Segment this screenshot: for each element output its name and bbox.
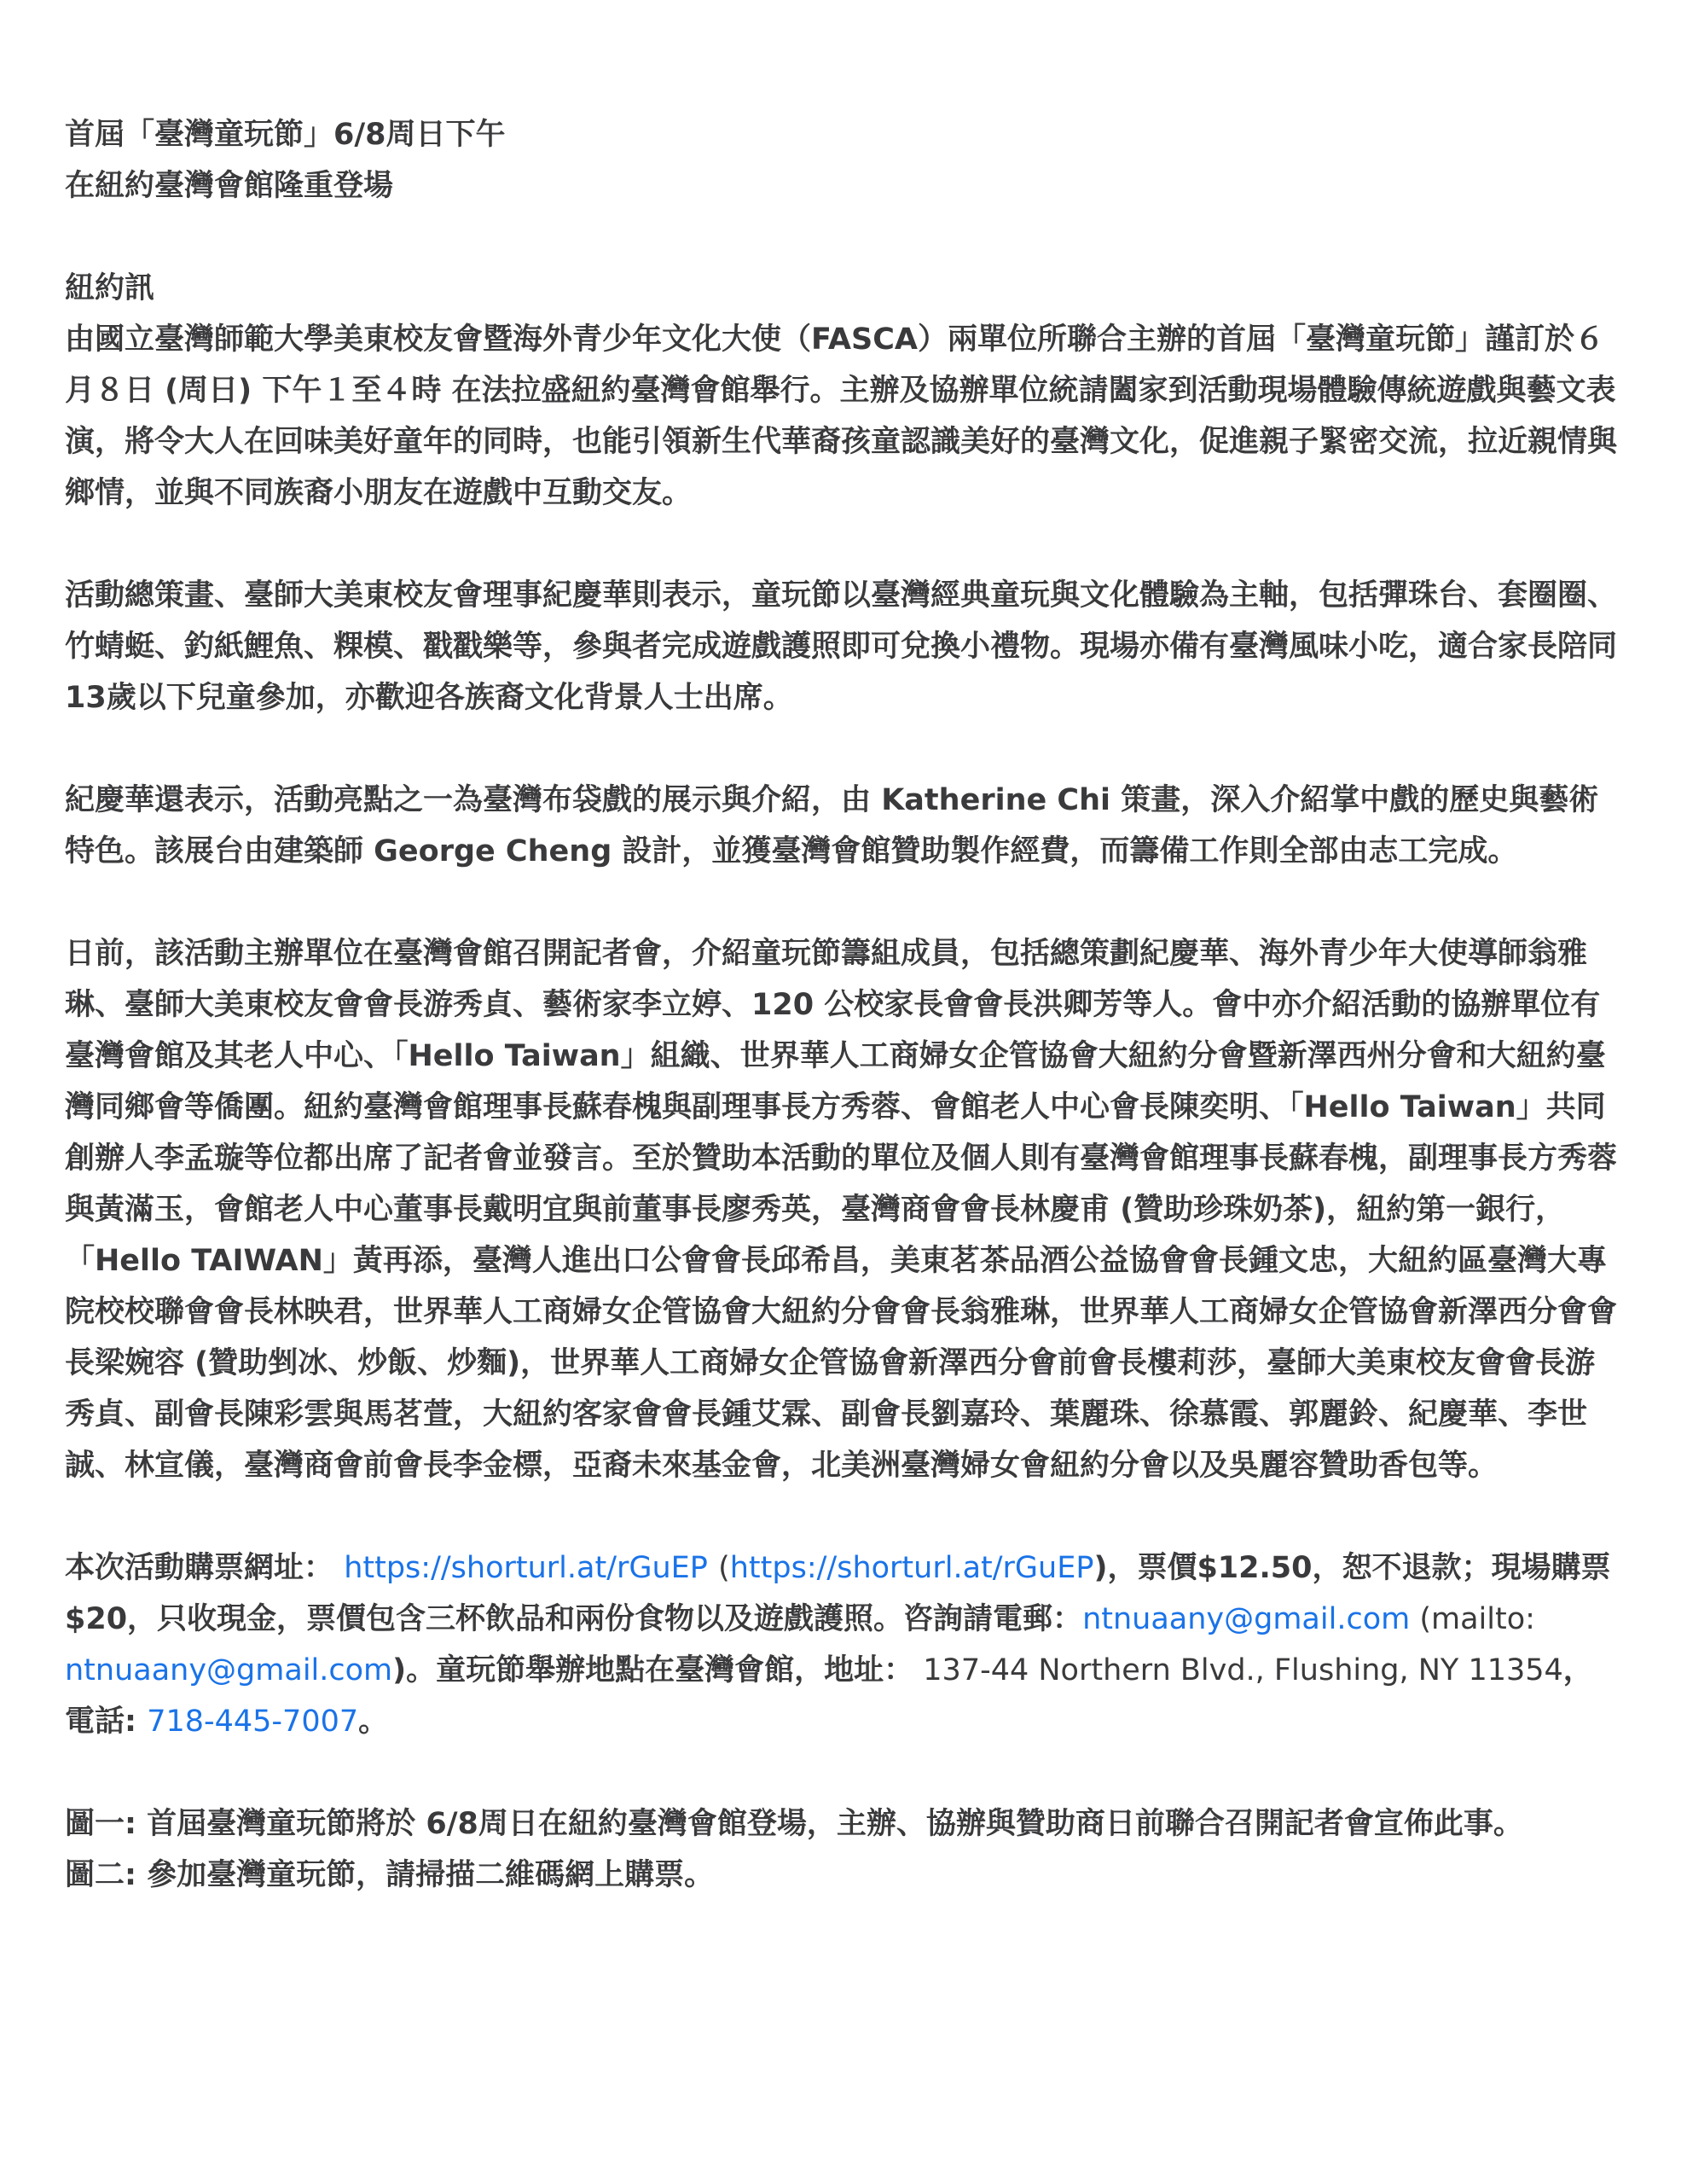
paragraph-puppet-show: 紀慶華還表示，活動亮點之一為臺灣布袋戲的展示與介紹，由 Katherine Chi 策畫，深入介紹掌中戲的歷史與藝術特色。該展台由建築師 George Cheng 設計，並獲臺灣會館贊助製作經費，而籌備工作則全部由志工完成。: [65, 783, 1599, 868]
tickets-label: 本次活動購票網址：: [65, 1551, 334, 1585]
dateline: 紐約訊: [65, 271, 155, 305]
paragraph-activities: 活動總策畫、臺師大美東校友會理事紀慶華則表示，童玩節以臺灣經典童玩與文化體驗為主軸，包括彈珠台、套圈圈、竹蜻蜓、釣紙鯉魚、粿模、戳戳樂等，參與者完成遊戲護照即可兌換小禮物。現場亦備有臺灣風味小吃，適合家長陪同13歲以下兒童參加，亦歡迎各族裔文化背景人士出席。: [65, 578, 1618, 715]
venue-address: 137-44 Northern Blvd., Flushing, NY 11354: [913, 1653, 1563, 1687]
email-link[interactable]: ntnuaany@gmail.com: [1082, 1602, 1411, 1636]
headline-line-2: 在紐約臺灣會館隆重登場: [65, 169, 394, 203]
article: [65, 109, 1622, 1901]
ticket-price-info: )，票價$12.50，恕不退款；現場購票$20，只收現金，票價包含三杯飲品和兩份食物以及遊戲護照。咨詢請電郵：: [65, 1551, 1611, 1636]
mailto-prefix: (mailto:: [1410, 1602, 1535, 1636]
headline-line-1: 首屆「臺灣童玩節」6/8周日下午: [65, 118, 506, 152]
ticket-link-2[interactable]: https://shorturl.at/rGuEP: [729, 1551, 1094, 1585]
caption-figure-1: 圖一: 首屆臺灣童玩節將於 6/8周日在紐約臺灣會館登場，主辦、協辦與贊助商日前聯合召開記者會宣佈此事。: [65, 1807, 1523, 1841]
paragraph-intro: 由國立臺灣師範大學美東校友會暨海外青少年文化大使（FASCA）兩單位所聯合主辦的首屆「臺灣童玩節」謹訂於６月８日 (周日) 下午１至４時 在法拉盛紐約臺灣會館舉行。主辦及協辦單位統請闔家到活動現場體驗傳統遊戲與藝文表演，將令大人在回味美好童年的同時，也能引領新生代華裔孩童認識美好的臺灣文化，促進親子緊密交流，拉近親情與鄉情，並與不同族裔小朋友在遊戲中互動交友。: [65, 322, 1618, 510]
phone-label: ，電話:: [65, 1653, 1593, 1739]
tickets-end: 。: [358, 1705, 389, 1739]
paragraph-tickets: [65, 1542, 1622, 1747]
paragraph-press-conference: 日前，該活動主辦單位在臺灣會館召開記者會，介紹童玩節籌組成員，包括總策劃紀慶華、海外青少年大使導師翁雅琳、臺師大美東校友會會長游秀貞、藝術家李立婷、120 公校家長會會長洪卿芳等人。會中亦介紹活動的協辦單位有臺灣會館及其老人中心、「Hello Taiwan」組織、世界華人工商婦女企管協會大紐約分會暨新澤西州分會和大紐約臺灣同鄉會等僑團。紐約臺灣會館理事長蘇春槐與副理事長方秀蓉、會館老人中心會長陳奕明、「Hello Taiwan」共同創辦人李孟璇等位都出席了記者會並發言。至於贊助本活動的單位及個人則有臺灣會館理事長蘇春槐，副理事長方秀蓉與黃滿玉，會館老人中心董事長戴明宜與前董事長廖秀英，臺灣商會會長林慶甫 (贊助珍珠奶茶)，紐約第一銀行，「Hello TAIWAN」黃再添，臺灣人進出口公會會長邱希昌，美東茗茶品酒公益協會會長鍾文忠，大紐約區臺灣大專院校校聯會會長林映君，世界華人工商婦女企管協會大紐約分會會長翁雅琳，世界華人工商婦女企管協會新澤西分會會長梁婉容 (贊助剉冰、炒飯、炒麵)，世界華人工商婦女企管協會新澤西分會前會長樓莉莎，臺師大美東校友會會長游秀貞、副會長陳彩雲與馬茗萱，大紐約客家會會長鍾艾霖、副會長劉嘉玲、葉麗珠、徐慕霞、郭麗鈴、紀慶華、李世誠、林宣儀，臺灣商會前會長李金標，亞裔未來基金會，北美洲臺灣婦女會紐約分會以及吳麗容贊助香包等。: [65, 937, 1618, 1483]
phone-link[interactable]: 718-445-7007: [147, 1705, 359, 1739]
caption-figure-2: 圖二: 參加臺灣童玩節，請掃描二維碼網上購票。: [65, 1858, 715, 1892]
email-link-2[interactable]: ntnuaany@gmail.com: [65, 1653, 393, 1687]
ticket-link[interactable]: https://shorturl.at/rGuEP: [344, 1551, 708, 1585]
venue-info: )。童玩節舉辦地點在臺灣會館，地址：: [392, 1653, 914, 1687]
open-paren: (: [718, 1551, 730, 1585]
